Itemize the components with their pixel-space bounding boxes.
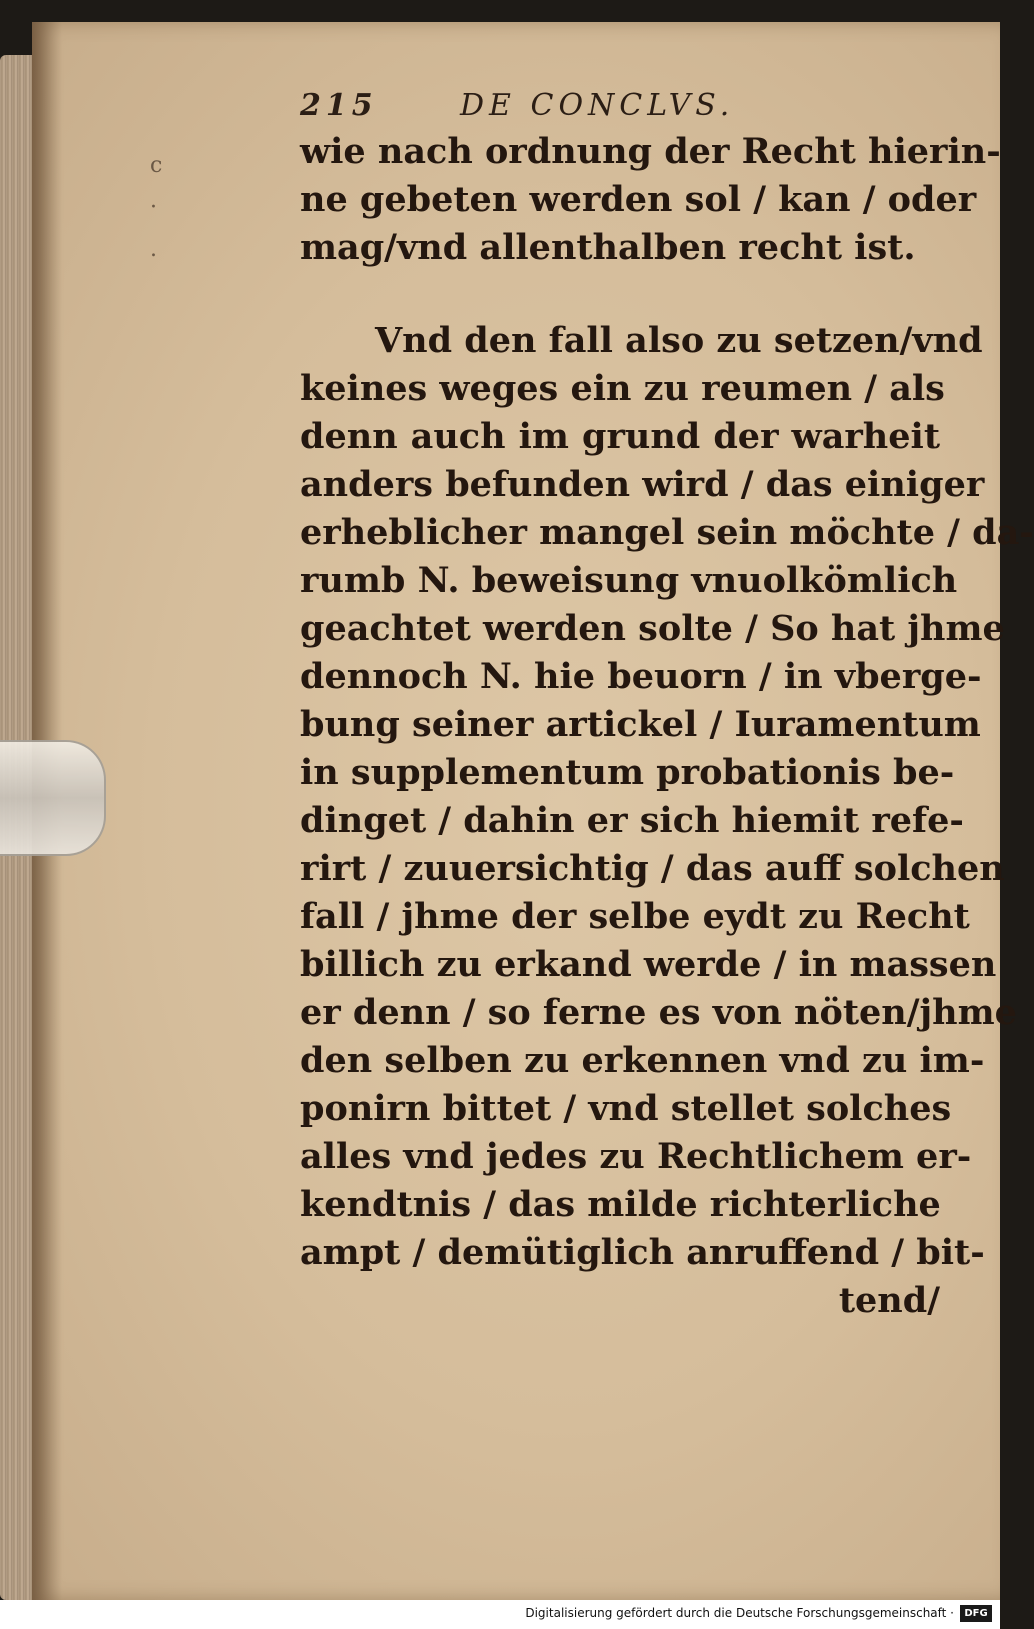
text-line: geachtet werden solte / So hat jhme xyxy=(300,608,1005,649)
text-line: billich zu erkand werde / in massen xyxy=(300,944,997,985)
text-line: den selben zu erkennen vnd zu im- xyxy=(300,1040,985,1081)
footer-bar xyxy=(0,1600,1000,1629)
running-head xyxy=(300,88,940,132)
text-line: mag/vnd allenthalben recht ist. xyxy=(300,227,916,268)
text-line: rirt / zuuersichtig / das auff solchen xyxy=(300,848,1005,889)
text-line: ne gebeten werden sol / kan / oder xyxy=(300,179,977,220)
dfg-logo: DFG xyxy=(960,1605,992,1622)
text-line: anders befunden wird / das einiger xyxy=(300,464,985,505)
text-line: wie nach ordnung der Recht hierin- xyxy=(300,131,1001,172)
text-line: er denn / so ferne es von nöten/jhme xyxy=(300,992,1017,1033)
marginal-mark: · xyxy=(150,195,157,220)
text-line: dinget / dahin er sich hiemit refe- xyxy=(300,800,964,841)
marginalia xyxy=(150,145,230,275)
text-line: erheblicher mangel sein möchte / da- xyxy=(300,512,1034,553)
footer-credit: Digitalisierung gefördert durch die Deutsche Forschungsgemeinschaft · xyxy=(525,1606,954,1620)
text-line: fall / jhme der selbe eydt zu Recht xyxy=(300,896,970,937)
text-line: keines weges ein zu reumen / als xyxy=(300,368,945,409)
running-head-title: DE CONCLVS. xyxy=(460,88,735,123)
text-line: denn auch im grund der warheit xyxy=(300,416,940,457)
page-clip xyxy=(0,740,106,856)
body-text xyxy=(300,128,1034,1325)
text-line: bung seiner artickel / Iuramentum xyxy=(300,704,981,745)
page-number: 215 xyxy=(300,88,378,123)
text-line: rumb N. beweisung vnuolkömlich xyxy=(300,560,958,601)
text-line: ponirn bittet / vnd stellet solches xyxy=(300,1088,952,1129)
text-line: alles vnd jedes zu Rechtlichem er- xyxy=(300,1136,972,1177)
paragraph-first-line: Vnd den fall also zu setzen/vnd xyxy=(375,320,983,361)
marginal-mark: . xyxy=(150,237,157,262)
text-line: dennoch N. hie beuorn / in vberge- xyxy=(300,656,982,697)
catchword: tend/ xyxy=(838,1280,940,1321)
text-line: in supplementum probationis be- xyxy=(300,752,955,793)
text-line: ampt / demütiglich anruffend / bit- xyxy=(300,1232,985,1273)
marginal-mark: c xyxy=(150,153,163,178)
text-line: kendtnis / das milde richterliche xyxy=(300,1184,941,1225)
